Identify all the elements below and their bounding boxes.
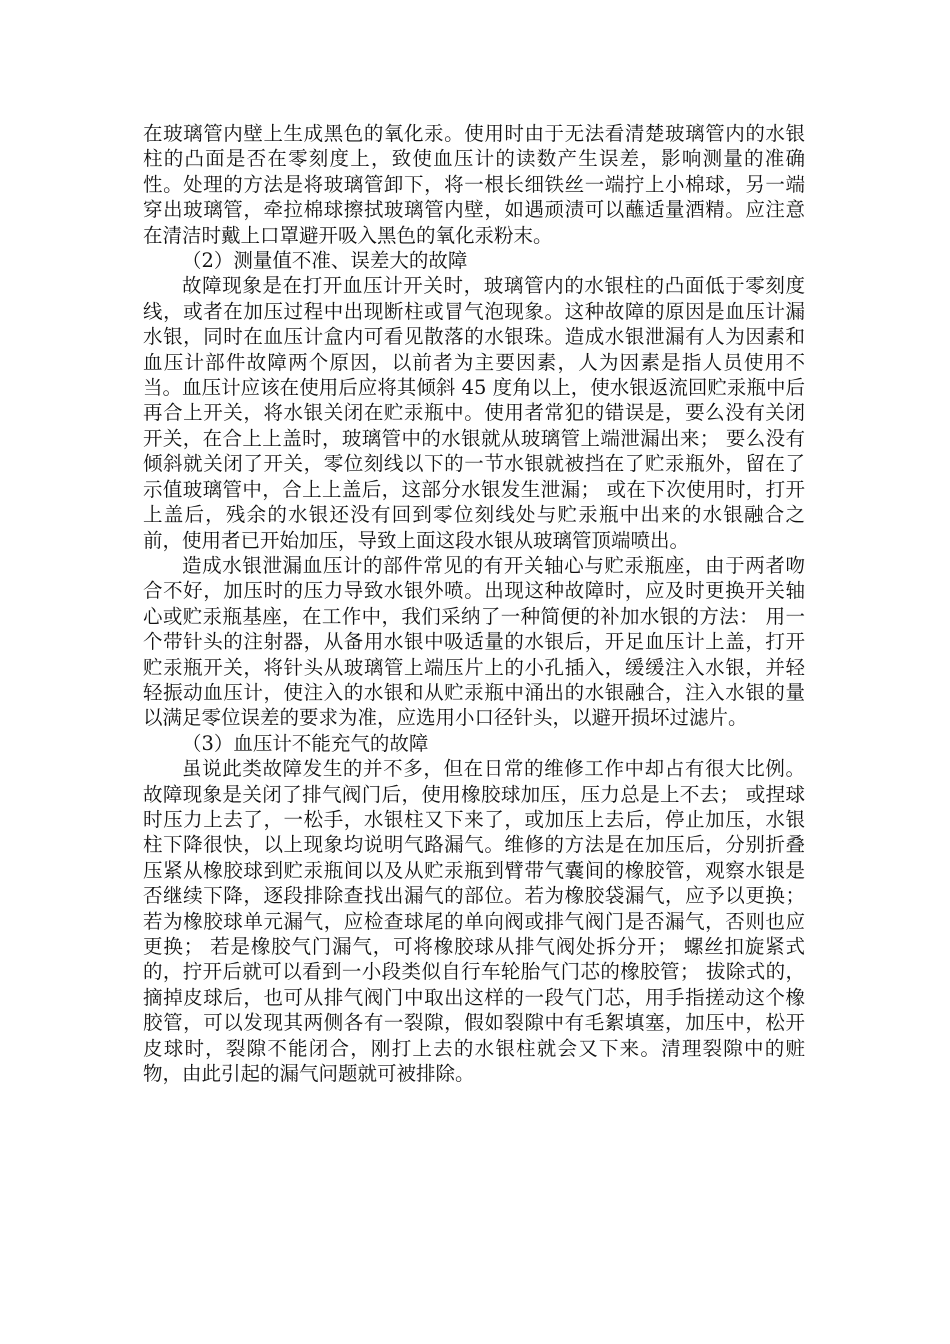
section-heading-measurement-error: （2）测量值不准、误差大的故障 xyxy=(182,249,468,273)
paragraph-air-leak: 虽说此类故障发生的并不多，但在日常的维修工作中却占有很大比例。故障现象是关闭了排气阀门后，使用橡胶球加压，压力总是上不去； 或捏球时压力上去了，一松手，水银柱又下来了，或加压上去后，停止加压，水银柱下降很快，以上现象均说明气路漏气。维修的方法是在加压后，分别折叠压紧从橡胶球到贮汞瓶间以及从贮汞瓶到臂带气囊间的橡胶管，观察水银是否继续下降，逐段排除查找出漏气的部位。若为橡胶袋漏气，应予以更换； 若为橡胶球单元漏气，应检查球尾的单向阀或排气阀门是否漏气，否则也应更换； 若是橡胶气门漏气，可将橡胶球从排气阀处拆分开； 螺丝扣旋紧式的，拧开后就可以看到一小段类似自行车轮胎气门芯的橡胶管； 拔除式的，摘掉皮球后，也可从排气阀门中取出这样的一段气门芯，用手指搓动这个橡胶管，可以发现其两侧各有一裂隙，假如裂隙中有毛絮填塞，加压中，松开皮球时，裂隙不能闭合，刚打上去的水银柱就会又下来。清理裂隙中的赃物，由此引起的漏气问题就可被排除。 xyxy=(143,757,805,1086)
paragraph-mercury-leak: 故障现象是在打开血压计开关时，玻璃管内的水银柱的凸面低于零刻度线，或者在加压过程中出现断柱或冒气泡现象。这种故障的原因是血压计漏水银，同时在血压计盒内可看见散落的水银珠。造成水银泄漏有人为因素和血压计部件故障两个原因，以前者为主要因素，人为因素是指人员使用不当。血压计应该在使用后应将其倾斜 45 度角以上，使水银返流回贮汞瓶中后再合上开关，将水银关闭在贮汞瓶中。使用者常犯的错误是，要么没有关闭开关，在合上上盖时，玻璃管中的水银就从玻璃管上端泄漏出来； 要么没有倾斜就关闭了开关，零位刻线以下的一节水银就被挡在了贮汞瓶外，留在了示值玻璃管中，合上上盖后，这部分水银发生泄漏； 或在下次使用时，打开上盖后，残余的水银还没有回到零位刻线处与贮汞瓶中出来的水银融合之前，使用者已开始加压，导致上面这段水银从玻璃管顶端喷出。 xyxy=(143,274,805,552)
paragraph-continued: 在玻璃管内壁上生成黑色的氧化汞。使用时由于无法看清楚玻璃管内的水银柱的凸面是否在零刻度上，致使血压计的读数产生误差，影响测量的准确性。处理的方法是将玻璃管卸下，将一根长细铁丝一端拧上小棉球，另一端穿出玻璃管，牵拉棉球擦拭玻璃管内壁，如遇顽渍可以蘸适量酒精。应注意在清洁时戴上口罩避开吸入黑色的氧化汞粉末。 xyxy=(143,122,805,247)
paragraph-component-fault: 造成水银泄漏血压计的部件常见的有开关轴心与贮汞瓶座，由于两者吻合不好，加压时的压力导致水银外喷。出现这种故障时，应及时更换开关轴心或贮汞瓶基座，在工作中，我们采纳了一种简便的补加水银的方法： 用一个带针头的注射器，从备用水银中吸适量的水银后，开足血压计上盖，打开贮汞瓶开关，将针头从玻璃管上端压片上的小孔插入，缓缓注入水银，并轻轻振动血压计，使注入的水银和从贮汞瓶中涌出的水银融合，注入水银的量以满足零位误差的要求为准，应选用小口径针头，以避开损坏过滤片。 xyxy=(143,553,805,730)
document-body xyxy=(143,121,805,1086)
section-heading-inflation-fault: （3）血压计不能充气的故障 xyxy=(182,731,429,755)
